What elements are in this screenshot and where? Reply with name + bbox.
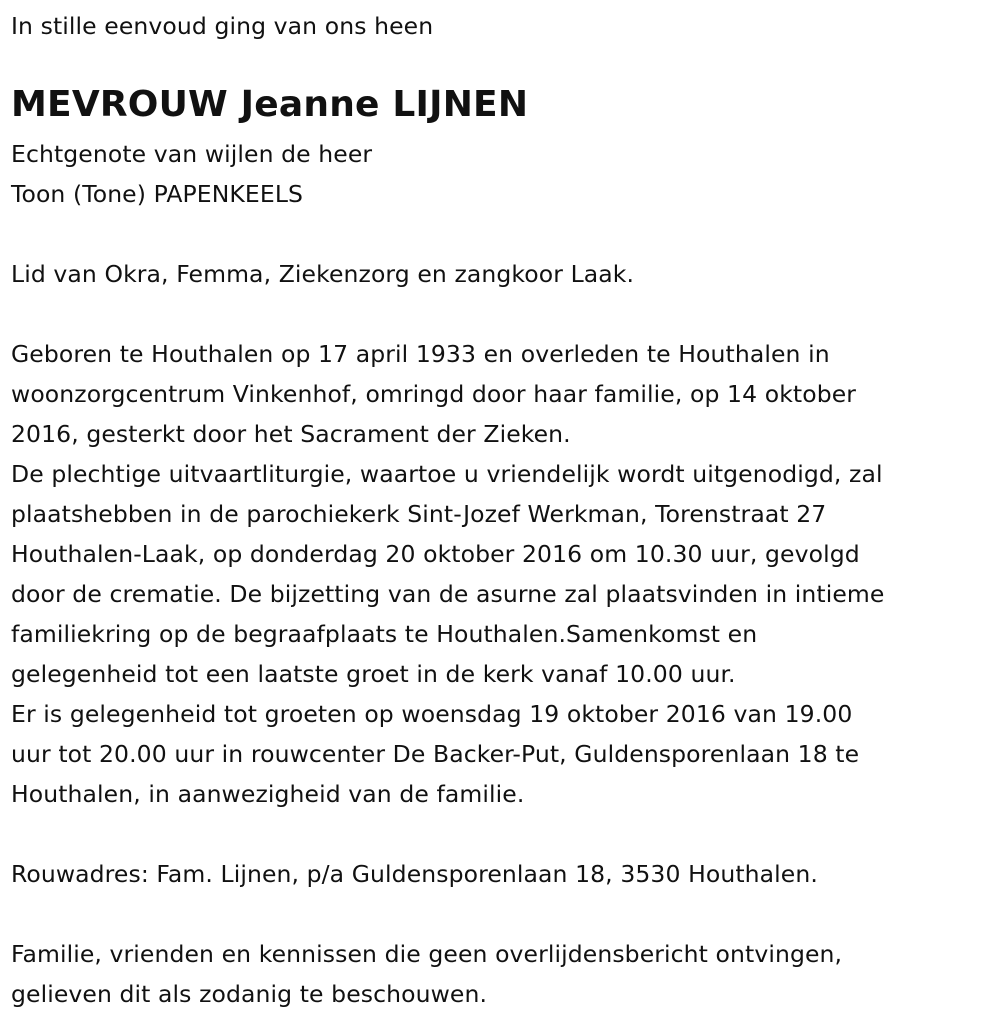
main-text-section bbox=[11, 334, 884, 814]
mourning-address-section bbox=[11, 854, 818, 894]
main-text-line: 2016, gesterkt door het Sacrament der Zieken. bbox=[11, 420, 571, 448]
spouse-line: Echtgenote van wijlen de heer bbox=[11, 140, 373, 168]
main-text-line: De plechtige uitvaartliturgie, waartoe u vriendelijk wordt uitgenodigd, zal bbox=[11, 460, 883, 488]
main-text-line: Houthalen, in aanwezigheid van de familie. bbox=[11, 780, 525, 808]
main-text-line: woonzorgcentrum Vinkenhof, omringd door haar familie, op 14 oktober bbox=[11, 380, 857, 408]
main-text-line: uur tot 20.00 uur in rouwcenter De Backer-Put, Guldensporenlaan 18 te bbox=[11, 740, 860, 768]
spouse-section bbox=[11, 134, 372, 214]
main-text-line: familiekring op de begraafplaats te Houthalen.Samenkomst en bbox=[11, 620, 758, 648]
membership-text: Lid van Okra, Femma, Ziekenzorg en zangkoor Laak. bbox=[11, 260, 635, 288]
membership-section bbox=[11, 254, 634, 294]
main-text-line: Er is gelegenheid tot groeten op woensdag 19 oktober 2016 van 19.00 bbox=[11, 700, 853, 728]
notice-line: Familie, vrienden en kennissen die geen overlijdensbericht ontvingen, bbox=[11, 940, 843, 968]
notice-section bbox=[11, 934, 842, 1014]
spouse-line: Toon (Tone) PAPENKEELS bbox=[11, 180, 304, 208]
main-text-line: gelegenheid tot een laatste groet in de kerk vanaf 10.00 uur. bbox=[11, 660, 736, 688]
intro-text: In stille eenvoud ging van ons heen bbox=[11, 12, 434, 40]
deceased-name: MEVROUW Jeanne LIJNEN bbox=[11, 84, 529, 125]
main-text-line: Houthalen-Laak, op donderdag 20 oktober 2016 om 10.30 uur, gevolgd bbox=[11, 540, 860, 568]
main-text-line: Geboren te Houthalen op 17 april 1933 en overleden te Houthalen in bbox=[11, 340, 830, 368]
main-text-line: plaatshebben in de parochiekerk Sint-Jozef Werkman, Torenstraat 27 bbox=[11, 500, 827, 528]
mourning-address: Rouwadres: Fam. Lijnen, p/a Guldensporenlaan 18, 3530 Houthalen. bbox=[11, 860, 818, 888]
main-text-line: door de crematie. De bijzetting van de asurne zal plaatsvinden in intieme bbox=[11, 580, 885, 608]
notice-line: gelieven dit als zodanig te beschouwen. bbox=[11, 980, 488, 1008]
